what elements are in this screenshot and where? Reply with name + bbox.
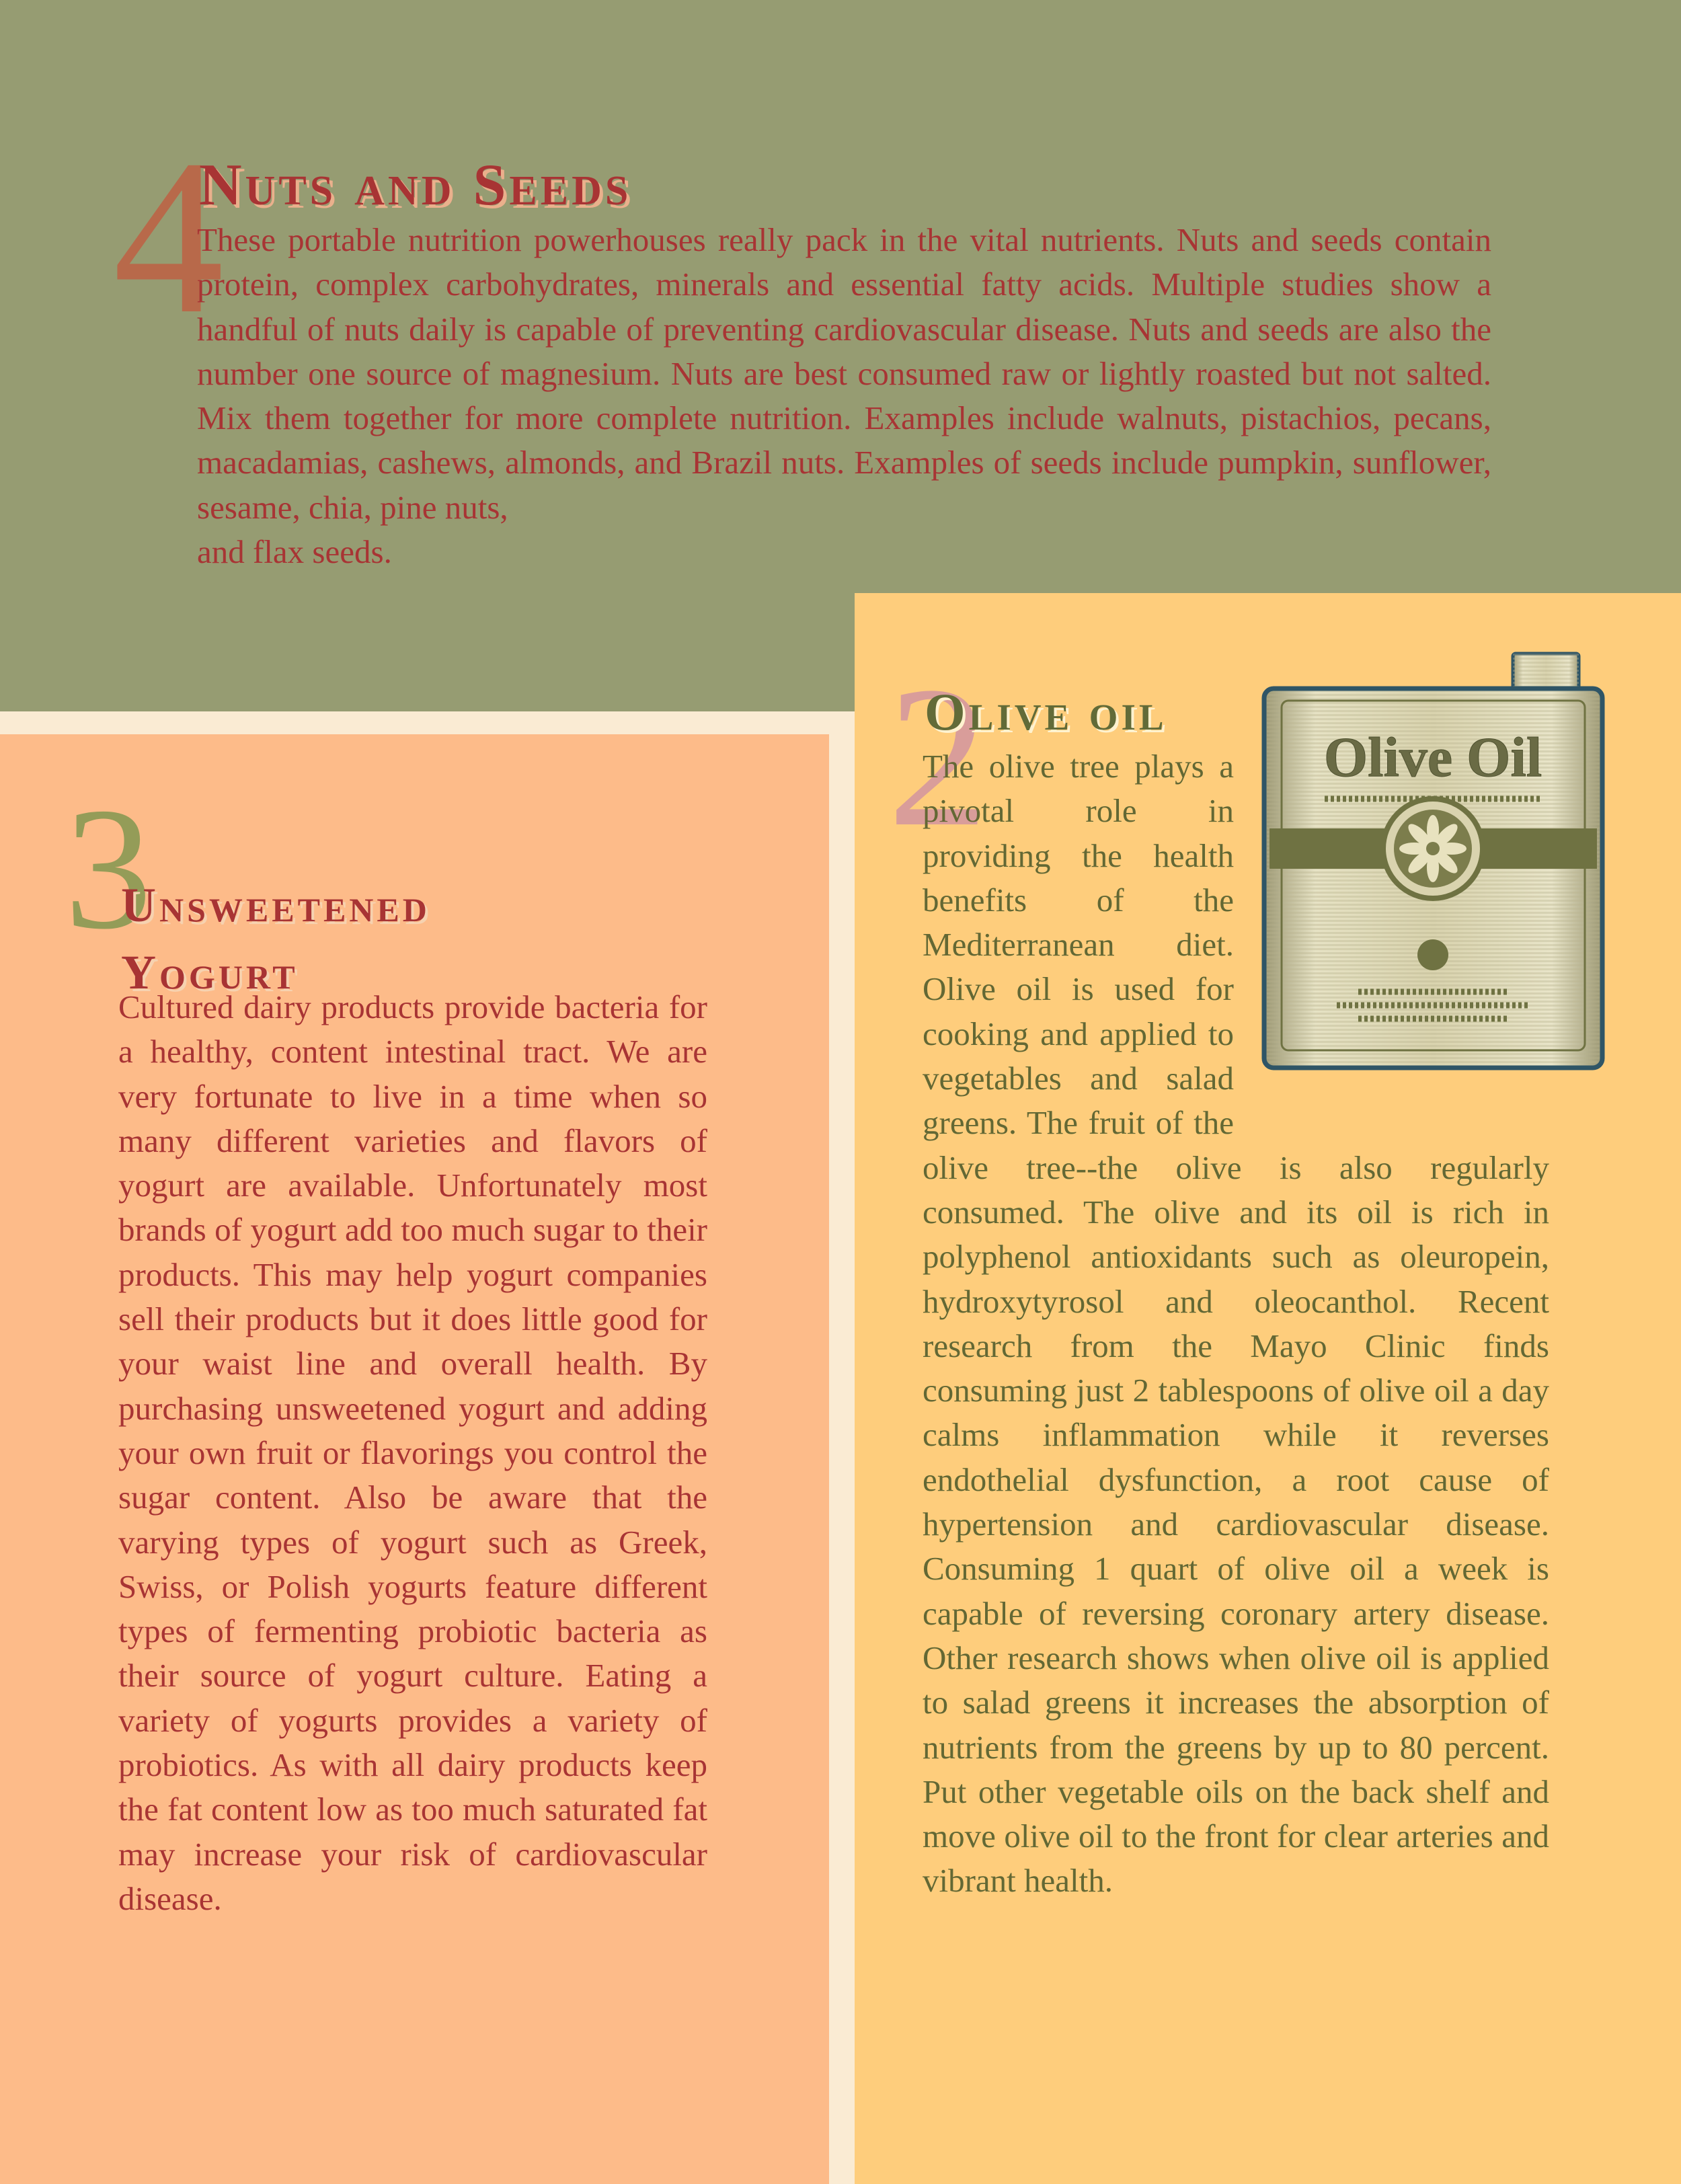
nuts-heading: Nuts and Seeds xyxy=(199,153,632,218)
nuts-body-text xyxy=(197,218,1491,574)
section-number-3: 3 xyxy=(65,772,152,966)
olive-oil-can-illustration xyxy=(1257,650,1609,1075)
olive-heading: Olive oil xyxy=(925,682,1167,741)
can-dot xyxy=(1417,939,1448,970)
nuts-body-end: and flax seeds. xyxy=(197,533,392,571)
section-number-2: 2 xyxy=(888,645,988,868)
flower-icon xyxy=(1399,815,1467,882)
section-number-4: 4 xyxy=(113,114,224,360)
olive-body-content: The olive tree plays a pivotal role in providing the health benefits of the Mediterranean diet. Olive oil is used for cooking and applied to vegetables and salad greens. The fruit of the olive tree--the olive is also regularly consumed. The olive and its oil is rich in polyphenol antioxidants such as oleuropein, hydroxytyrosol and oleocanthol. Recent research from the Mayo Clinic finds consuming just 2 tablespoons of olive oil a day calms inflammation while it reverses endothelial dysfunction, a root cause of hypertension and cardiovascular disease. Consuming 1 quart of olive oil a week is capable of reversing coronary artery disease. Other research shows when olive oil is applied to salad greens it increases the absorption of nutrients from the greens by up to 80 percent. Put other vegetable oils on the back shelf and move olive oil to the front for clear arteries and vibrant health. xyxy=(923,748,1549,1900)
yogurt-body-text: Cultured dairy products provide bacteria for a healthy, content intestinal tract. We are very fortunate to live in a time when so many different varieties and flavors of yogurt are available. Unfortunately most brands of yogurt add too much sugar to their products. This may help yogurt companies sell their products but it does little good for your waist line and overall health. By purchasing unsweetened yogurt and adding your own fruit or flavorings you control the sugar content. Also be aware that the varying types of yogurt such as Greek, Swiss, or Polish yogurts feature different types of fermenting probiotic bacteria as their source of yogurt culture. Eating a variety of yogurts provides a variety of probiotics. As with all dairy products keep the fat content low as too much saturated fat may increase your risk of cardiovascular disease. xyxy=(118,988,707,1917)
yogurt-heading-line2: Yogurt xyxy=(121,945,299,999)
can-label-text: Olive Oil xyxy=(1323,726,1542,789)
nuts-body-main: These portable nutrition powerhouses really pack in the vital nutrients. Nuts and seeds contain protein, complex carbohydrates, minerals and essential fatty acids. Multiple studies show a handful of nuts daily is capable of preventing cardiovascular disease. Nuts and seeds are also the number one source of magnesium. Nuts are best consumed raw or lightly roasted but not salted. Mix them together for more complete nutrition. Examples include walnuts, pistachios, pecans, macadamias, cashews, almonds, and Brazil nuts. Examples of seeds include pumpkin, sunflower, sesame, chia, pine nuts, xyxy=(197,221,1491,526)
yogurt-heading-line1: Unsweetened xyxy=(121,878,430,932)
